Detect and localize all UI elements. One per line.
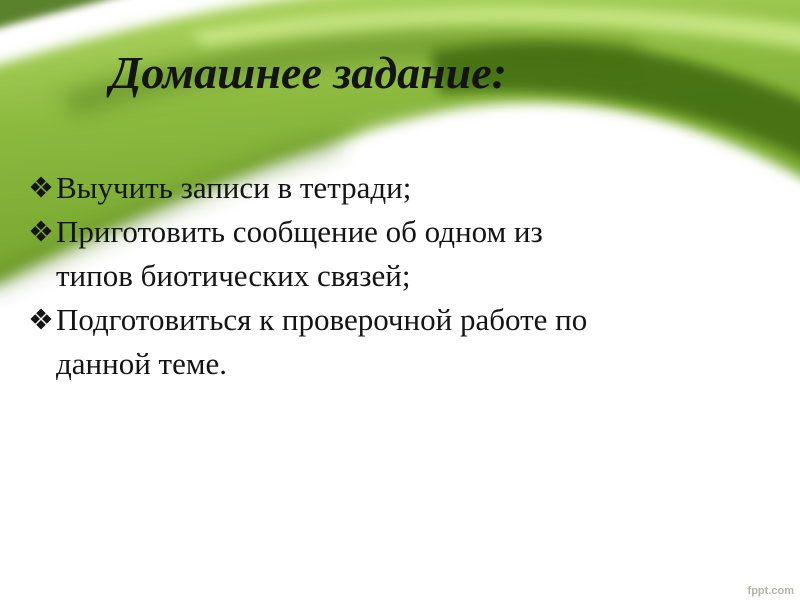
list-item-text: Приготовить сообщение об одном из типов биотических связей; bbox=[56, 214, 543, 293]
diamond-bullet-icon bbox=[30, 298, 56, 330]
list-item bbox=[30, 210, 587, 298]
homework-list bbox=[30, 166, 587, 386]
swoosh-corner-wedge bbox=[0, 0, 155, 32]
list-item-text: Подготовиться к проверочной работе по данной теме. bbox=[56, 302, 588, 381]
list-item bbox=[30, 166, 587, 210]
list-item bbox=[30, 298, 587, 386]
slide-title: Домашнее задание: bbox=[110, 47, 507, 98]
diamond-bullet-icon bbox=[30, 166, 56, 198]
list-item-text: Выучить записи в тетради; bbox=[56, 170, 412, 205]
diamond-bullet-icon bbox=[30, 210, 56, 242]
fppt-watermark: fppt.com bbox=[747, 585, 794, 597]
